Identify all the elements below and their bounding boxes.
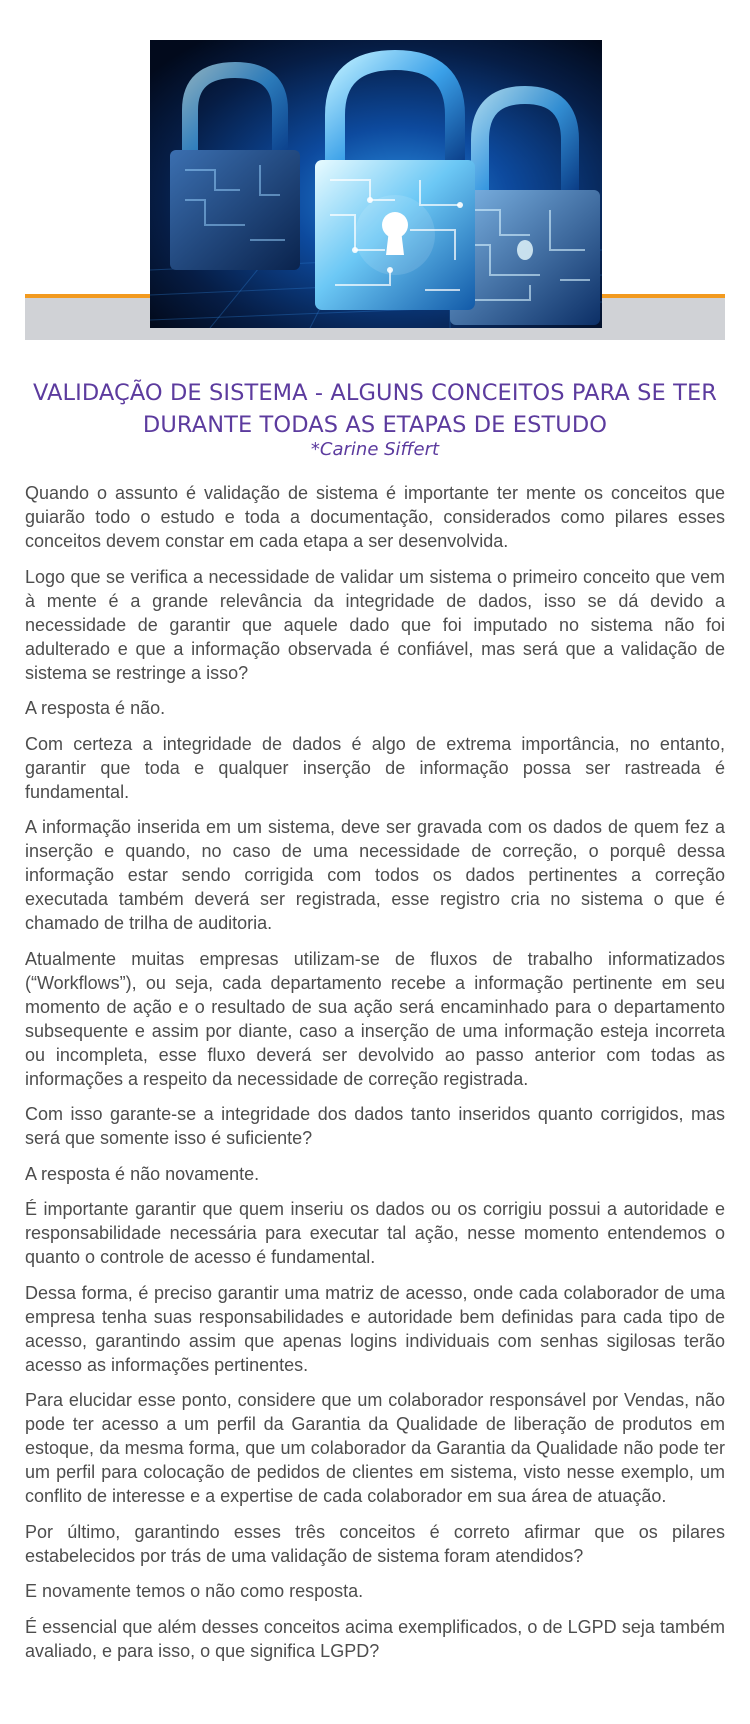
paragraph: A resposta é não novamente. bbox=[25, 1163, 260, 1184]
paragraph: Logo que se verifica a necessidade de validar um sistema o primeiro conceito que vem à mente é a grande relevância da integridade de dados, isso se dá devido a necessidade de garantir que aquele dado que foi imputado no sistema não foi adulterado e que a informação observada é confiável, mas será que a validação de sistema se restringe a isso? bbox=[25, 566, 725, 683]
article-body bbox=[25, 481, 725, 1674]
paragraph: É essencial que além desses conceitos acima exemplificados, o de LGPD seja também avaliado, e para isso, o que significa LGPD? bbox=[25, 1616, 725, 1661]
paragraph: Quando o assunto é validação de sistema é importante ter mente os conceitos que guiarão todo o estudo e toda a documentação, considerados como pilares esses conceitos devem constar em cada etapa a ser desenvolvida. bbox=[25, 483, 725, 551]
paragraph: Com isso garante-se a integridade dos dados tanto inseridos quanto corrigidos, mas será que somente isso é suficiente? bbox=[25, 1104, 725, 1148]
paragraph: A resposta é não. bbox=[25, 698, 166, 718]
paragraph: Com certeza a integridade de dados é algo de extrema importância, no entanto, garantir que toda e qualquer inserção de informação possa ser rastreada é fundamental. bbox=[25, 733, 725, 802]
paragraph: Para elucidar esse ponto, considere que um colaborador responsável por Vendas, não pode ter acesso a um perfil da Garantia da Qualidade de liberação de produtos em estoque, da mesma forma, que um colaborador da Garantia da Qualidade não pode ter um perfil para colocação de pedidos de clientes em sistema, visto nesse exemplo, um conflito de interesse e a expertise de cada colaborador em sua área de atuação. bbox=[25, 1390, 725, 1506]
padlocks-circuit-image bbox=[150, 40, 602, 328]
paragraph: É importante garantir que quem inseriu os dados ou os corrigiu possui a autoridade e responsabilidade necessária para executar tal ação, nesse momento entendemos o quanto o controle de acesso é fundamental. bbox=[25, 1199, 725, 1267]
paragraph: Atualmente muitas empresas utilizam-se de fluxos de trabalho informatizados (“Workflows”), ou seja, cada departamento recebe a informação pertinente em seu momento de ação e o resultado de sua ação será encaminhado para o departamento subsequente e assim por diante, caso a inserção de uma informação esteja incorreta ou incompleta, esse fluxo deverá ser devolvido ao passo anterior com todas as informações a respeito da necessidade de correção registrada. bbox=[25, 948, 725, 1089]
hero-banner bbox=[0, 0, 750, 345]
paragraph: A informação inserida em um sistema, deve ser gravada com os dados de quem fez a inserção e quando, no caso de uma necessidade de correção, o porquê dessa informação estar sendo corrigida com todos os dados pertinentes a correção executada também deverá ser registrada, esse registro cria no sistema o que é chamado de trilha de auditoria. bbox=[25, 817, 725, 933]
paragraph: Dessa forma, é preciso garantir uma matriz de acesso, onde cada colaborador de uma empresa tenha suas responsabilidades e autoridade bem definidas para cada tipo de acesso, garantindo assim que apenas logins individuais com senhas sigilosas terão acesso as informações pertinentes. bbox=[25, 1282, 725, 1375]
paragraph: Por último, garantindo esses três conceitos é correto afirmar que os pilares estabelecidos por trás de uma validação de sistema foram atendidos? bbox=[25, 1521, 725, 1566]
article-author: *Carine Siffert bbox=[310, 439, 440, 460]
article-title: VALIDAÇÃO DE SISTEMA - ALGUNS CONCEITOS PARA SE TER DURANTE TODAS AS ETAPAS DE ESTUDO bbox=[32, 380, 718, 438]
paragraph: E novamente temos o não como resposta. bbox=[25, 1581, 364, 1601]
